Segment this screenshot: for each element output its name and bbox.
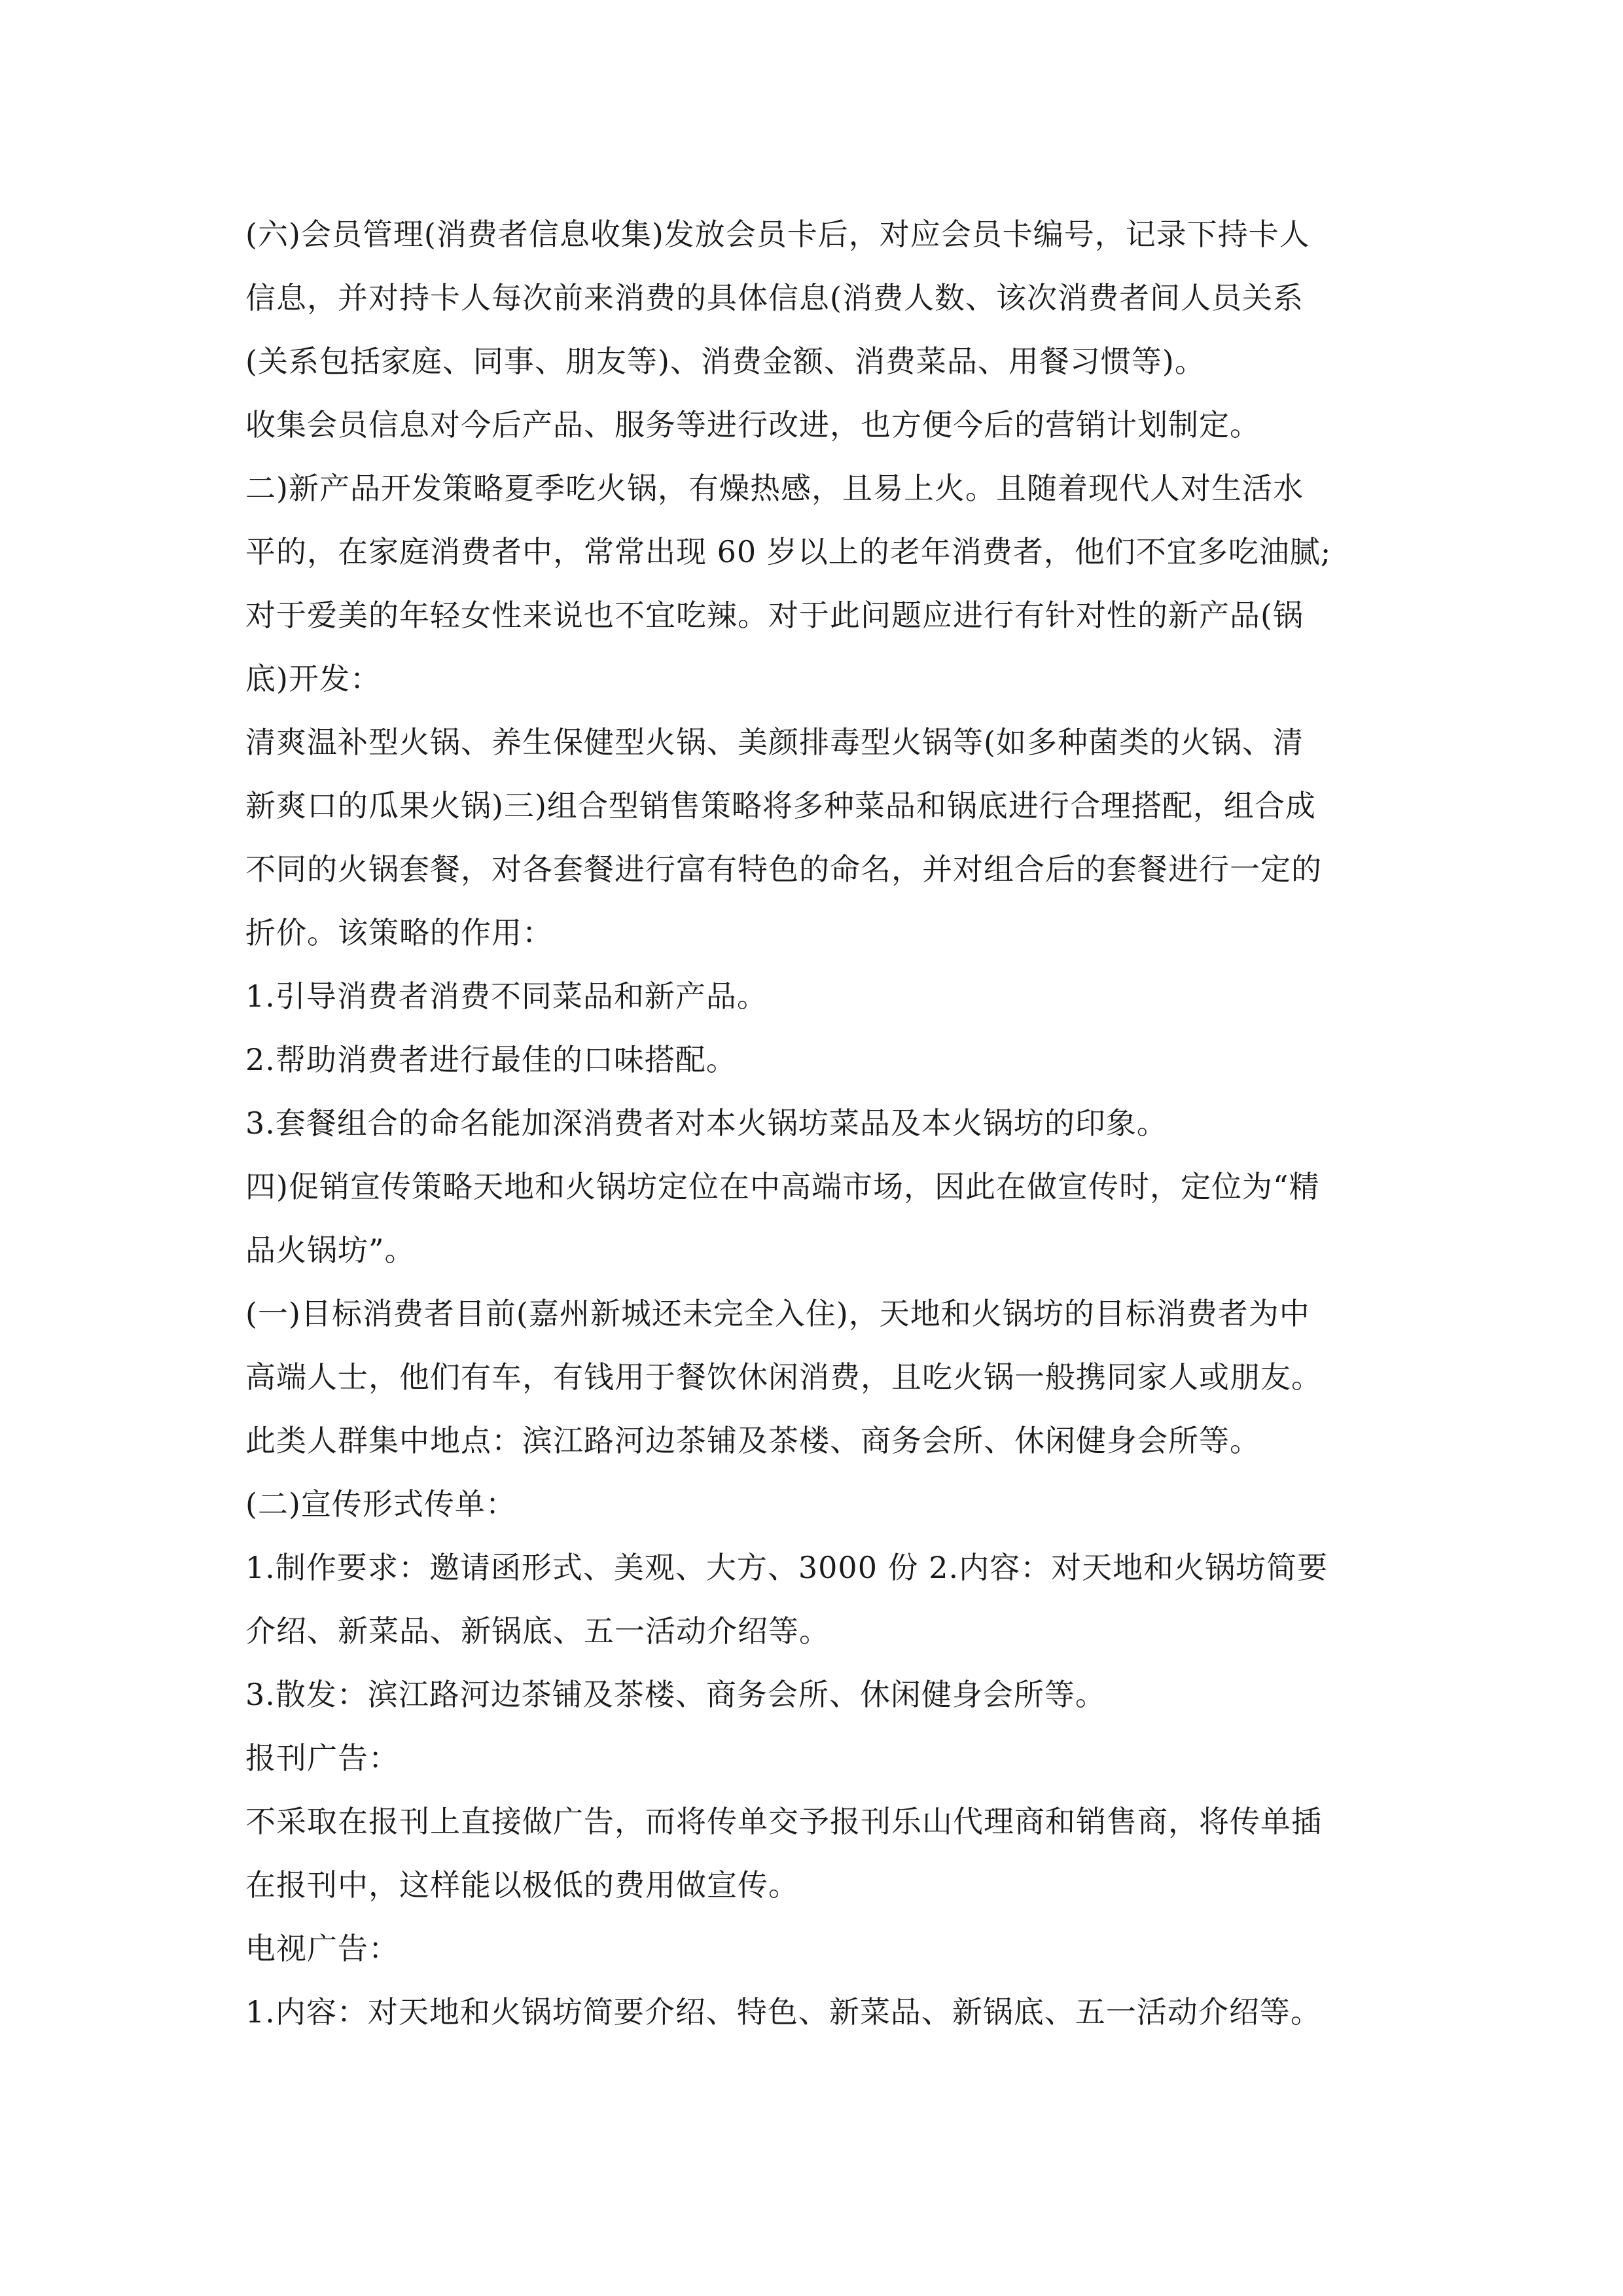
text-line: (关系包括家庭、同事、朋友等)、消费金额、消费菜品、用餐习惯等)。 [245, 344, 1205, 379]
text-line: 新爽口的瓜果火锅)三)组合型销售策略将多种菜品和锅底进行合理搭配，组合成 [245, 788, 1316, 823]
text-line: 底)开发： [245, 661, 381, 696]
text-line: 3.套餐组合的命名能加深消费者对本火锅坊菜品及本火锅坊的印象。 [245, 1105, 1168, 1141]
text-line: 在报刊中，这样能以极低的费用做宣传。 [245, 1867, 799, 1903]
text-line: 此类人群集中地点：滨江路河边茶铺及茶楼、商务会所、休闲健身会所等。 [245, 1423, 1260, 1458]
text-line: 收集会员信息对今后产品、服务等进行改进，也方便今后的营销计划制定。 [245, 407, 1260, 442]
text-line: 介绍、新菜品、新锅底、五一活动介绍等。 [245, 1613, 830, 1649]
text-line: 清爽温补型火锅、养生保健型火锅、美颜排毒型火锅等(如多种菌类的火锅、清 [245, 725, 1304, 760]
text-line: 信息，并对持卡人每次前来消费的具体信息(消费人数、该次消费者间人员关系 [245, 280, 1304, 315]
text-line: (六)会员管理(消费者信息收集)发放会员卡后，对应会员卡编号，记录下持卡人 [245, 217, 1310, 252]
text-line: (二)宣传形式传单： [245, 1486, 516, 1522]
text-line: (一)目标消费者目前(嘉州新城还未完全入住)，天地和火锅坊的目标消费者为中 [245, 1296, 1310, 1331]
text-line: 3.散发：滨江路河边茶铺及茶楼、商务会所、休闲健身会所等。 [245, 1677, 1106, 1712]
text-line: 1.内容：对天地和火锅坊简要介绍、特色、新菜品、新锅底、五一活动介绍等。 [245, 1994, 1321, 2030]
text-line: 报刊广告： [245, 1740, 399, 1776]
text-line: 1.引导消费者消费不同菜品和新产品。 [245, 978, 768, 1014]
text-line: 折价。该策略的作用： [245, 915, 553, 950]
text-line: 电视广告： [245, 1931, 399, 1966]
text-line: 四)促销宣传策略天地和火锅坊定位在中高端市场，因此在做宣传时，定位为“精 [245, 1169, 1320, 1204]
text-line: 高端人士，他们有车，有钱用于餐饮休闲消费，且吃火锅一般携同家人或朋友。 [245, 1359, 1322, 1395]
body-text [245, 203, 1397, 2044]
text-line: 不采取在报刊上直接做广告，而将传单交予报刊乐山代理商和销售商，将传单插 [245, 1804, 1322, 1839]
text-line: 品火锅坊”。 [245, 1232, 416, 1268]
text-line: 1.制作要求：邀请函形式、美观、大方、3000 份 2.内容：对天地和火锅坊简要 [245, 1550, 1329, 1585]
text-line: 不同的火锅套餐，对各套餐进行富有特色的命名，并对组合后的套餐进行一定的 [245, 852, 1322, 887]
text-line: 对于爱美的年轻女性来说也不宜吃辣。对于此问题应进行有针对性的新产品(锅 [245, 598, 1304, 633]
text-line: 二)新产品开发策略夏季吃火锅，有燥热感，且易上火。且随着现代人对生活水 [245, 471, 1304, 506]
text-line: 2.帮助消费者进行最佳的口味搭配。 [245, 1042, 737, 1077]
text-line: 平的，在家庭消费者中，常常出现 60 岁以上的老年消费者，他们不宜多吃油腻; [245, 534, 1332, 569]
